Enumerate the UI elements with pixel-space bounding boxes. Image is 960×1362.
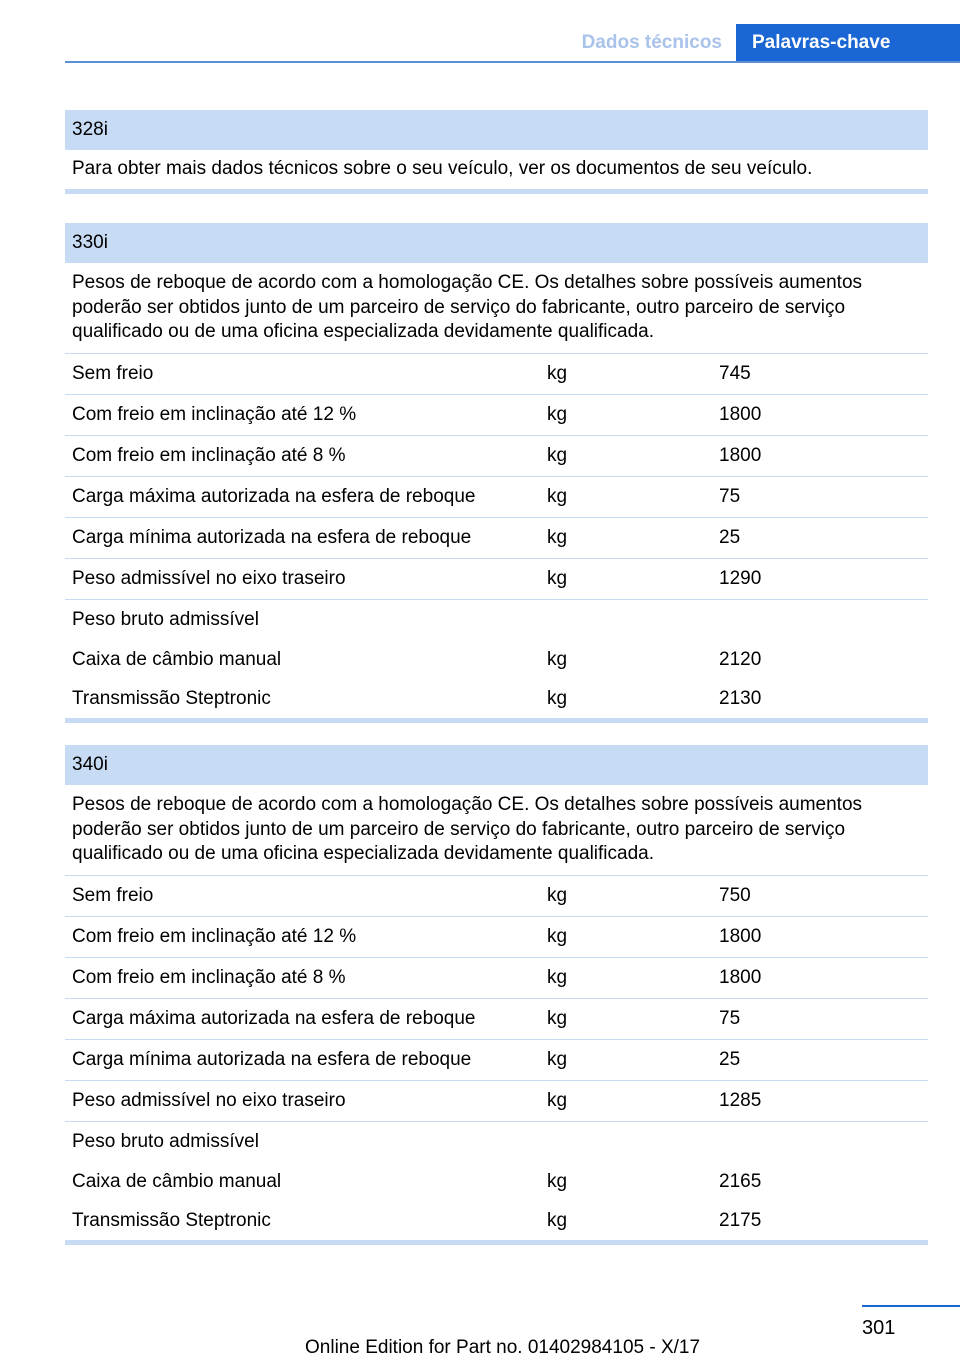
row-value: 2165 [719,1170,762,1192]
row-value: 2130 [719,687,762,709]
row-value: 25 [719,526,741,548]
table-row [65,875,928,916]
row-value: 745 [719,362,751,384]
row-label: Carga mínima autorizada na esfera de reboque [72,1048,472,1070]
table-row [65,916,928,957]
row-unit: kg [547,1089,568,1111]
row-label: Com freio em inclinação até 8 % [72,444,346,466]
row-label: Caixa de câmbio manual [72,1170,282,1192]
row-label: Sem freio [72,884,154,906]
table-row [65,1039,928,1080]
table-row [65,476,928,517]
row-value: 25 [719,1048,741,1070]
row-label: Carga mínima autorizada na esfera de reboque [72,526,472,548]
row-label: Transmissão Steptronic [72,687,271,709]
row-unit: kg [547,567,568,589]
row-label: Transmissão Steptronic [72,1209,271,1231]
row-unit: kg [547,966,568,988]
row-unit: kg [547,485,568,507]
row-value: 1290 [719,567,762,589]
table-row [65,1162,928,1201]
section-description: Pesos de reboque de acordo com a homologação CE. Os detalhes sobre possíveis aumentos poderão ser obtidos junto de um parceiro de serviço do fabricante, outro parceiro de serviço qualificado ou de uma oficina especializada devidamente qualificada. [72,794,863,864]
row-value: 1800 [719,925,762,947]
table-row [65,517,928,558]
row-value: 1285 [719,1089,762,1111]
row-value: 75 [719,1007,741,1029]
row-value: 750 [719,884,751,906]
row-label: Carga máxima autorizada na esfera de reboque [72,485,476,507]
row-label: Com freio em inclinação até 8 % [72,966,346,988]
row-label: Peso admissível no eixo traseiro [72,1089,346,1111]
table-row [65,394,928,435]
row-unit: kg [547,884,568,906]
row-unit: kg [547,362,568,384]
footer-divider [862,1305,960,1307]
row-unit: kg [547,444,568,466]
table-row [65,599,928,640]
row-unit: kg [547,925,568,947]
row-value: 1800 [719,444,762,466]
row-unit: kg [547,526,568,548]
row-label: Com freio em inclinação até 12 % [72,925,357,947]
row-label: Peso bruto admissível [72,608,259,630]
section-end-rule [65,718,928,723]
edition-note: Online Edition for Part no. 01402984105 - X/17 [305,1337,701,1358]
row-unit: kg [547,1007,568,1029]
table-row [65,679,928,718]
table-row [65,1121,928,1162]
table-row [65,558,928,599]
tab-dados-tecnicos[interactable]: Dados técnicos [581,32,722,53]
row-value: 1800 [719,403,762,425]
row-label: Caixa de câmbio manual [72,648,282,670]
table-row [65,1080,928,1121]
section-end-rule [65,1240,928,1245]
row-value: 75 [719,485,741,507]
table-row [65,435,928,476]
row-label: Peso admissível no eixo traseiro [72,567,346,589]
section-end-rule [65,189,928,194]
table-row [65,353,928,394]
row-label: Peso bruto admissível [72,1130,259,1152]
section-328i [65,110,928,194]
row-unit: kg [547,403,568,425]
table-row [65,1201,928,1240]
row-label: Sem freio [72,362,154,384]
row-value: 1800 [719,966,762,988]
row-value: 2120 [719,648,762,670]
row-unit: kg [547,687,568,709]
row-unit: kg [547,1048,568,1070]
header-divider [65,61,960,63]
row-value: 2175 [719,1209,762,1231]
tab-palavras-chave[interactable]: Palavras-chave [736,24,960,61]
row-unit: kg [547,648,568,670]
row-unit: kg [547,1170,568,1192]
section-description: Para obter mais dados técnicos sobre o seu veículo, ver os documentos de seu veículo. [72,158,813,179]
table-row [65,640,928,679]
table-row [65,998,928,1039]
section-description: Pesos de reboque de acordo com a homologação CE. Os detalhes sobre possíveis aumentos poderão ser obtidos junto de um parceiro de serviço do fabricante, outro parceiro de serviço qualificado ou de uma oficina especializada devidamente qualificada. [72,272,863,342]
section-title: 340i [65,745,928,785]
row-label: Com freio em inclinação até 12 % [72,403,357,425]
section-title: 328i [65,110,928,150]
section-340i [65,745,928,1245]
section-330i [65,223,928,723]
section-title: 330i [65,223,928,263]
row-label: Carga máxima autorizada na esfera de reboque [72,1007,476,1029]
table-row [65,957,928,998]
page-number: 301 [862,1317,896,1339]
row-unit: kg [547,1209,568,1231]
